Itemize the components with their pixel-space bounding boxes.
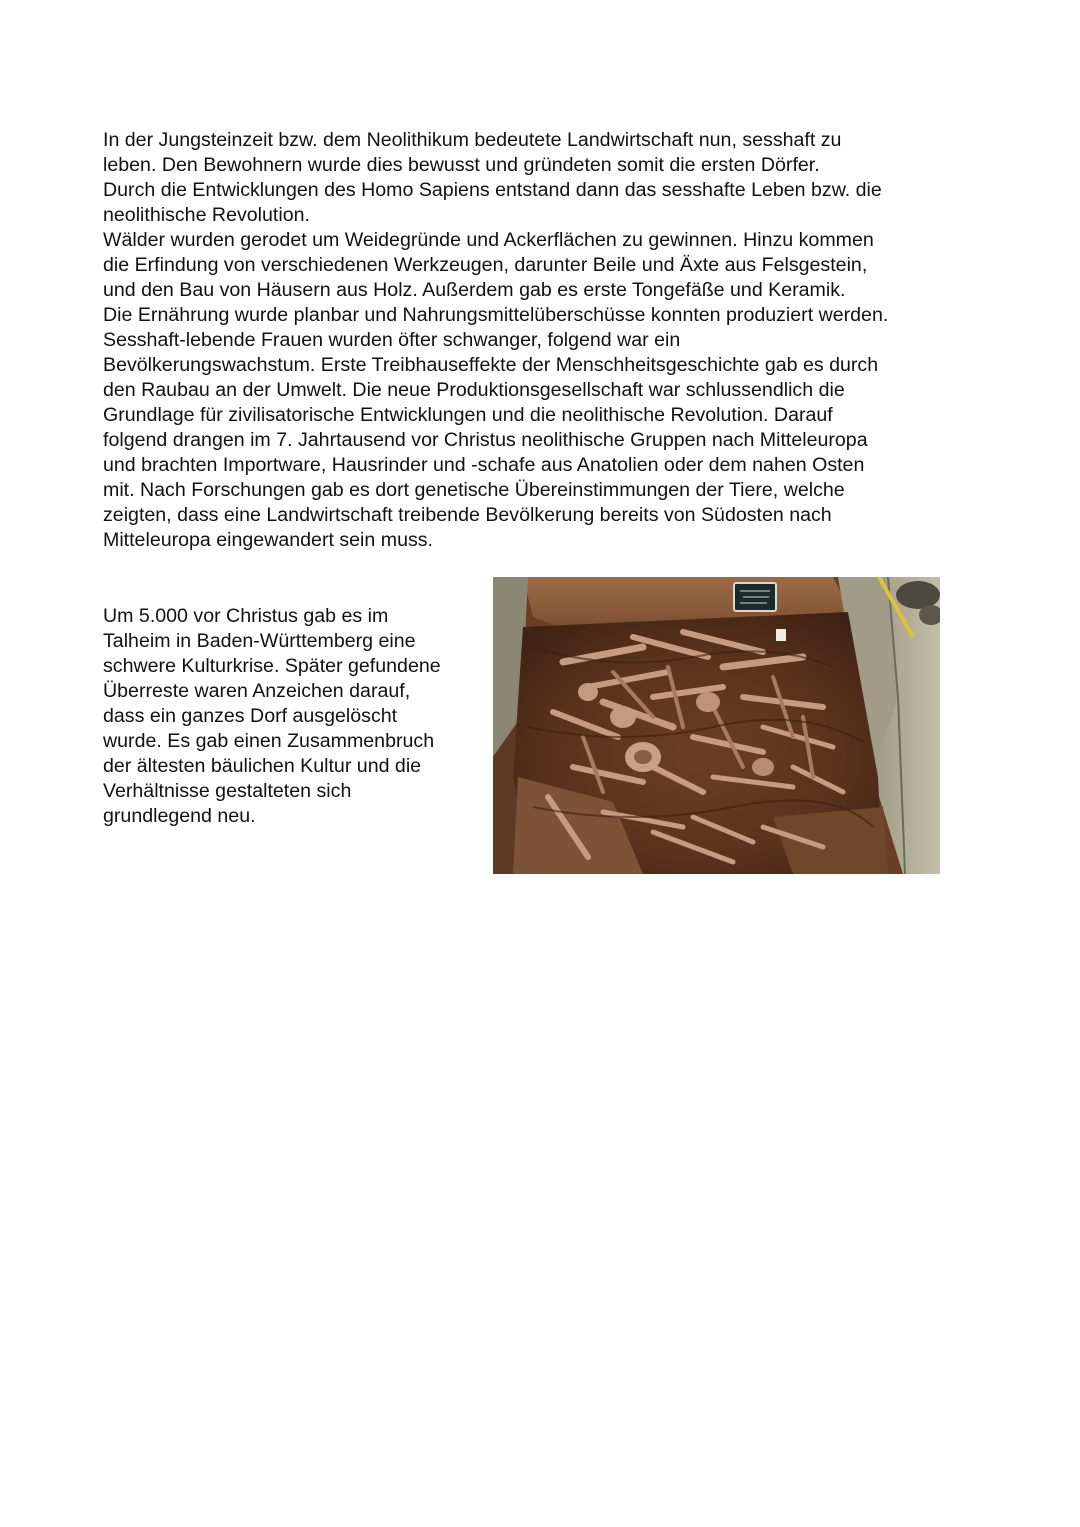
text-line: die Erfindung von verschiedenen Werkzeugen, darunter Beile und Äxte aus Felsgestein, bbox=[103, 254, 868, 276]
text-line: Überreste waren Anzeichen darauf, bbox=[103, 680, 411, 702]
text-line: zeigten, dass eine Landwirtschaft treibende Bevölkerung bereits von Südosten nach bbox=[103, 504, 832, 526]
text-line: neolithische Revolution. bbox=[103, 204, 310, 226]
text-line: grundlegend neu. bbox=[103, 805, 256, 827]
main-paragraph bbox=[103, 128, 988, 553]
text-line: Die Ernährung wurde planbar und Nahrungsmittelüberschüsse konnten produziert werden. bbox=[103, 304, 889, 326]
excavation-photo bbox=[493, 577, 940, 874]
text-line: und brachten Importware, Hausrinder und -schafe aus Anatolien oder dem nahen Osten bbox=[103, 454, 865, 476]
text-line: wurde. Es gab einen Zusammenbruch bbox=[103, 730, 435, 752]
text-line: und den Bau von Häusern aus Holz. Außerdem gab es erste Tongefäße und Keramik. bbox=[103, 279, 846, 301]
text-line: mit. Nach Forschungen gab es dort genetische Übereinstimmungen der Tiere, welche bbox=[103, 479, 845, 501]
text-line: Talheim in Baden-Württemberg eine bbox=[103, 630, 416, 652]
text-line: Mitteleuropa eingewandert sein muss. bbox=[103, 529, 434, 551]
text-line: den Raubau an der Umwelt. Die neue Produktionsgesellschaft war schlussendlich die bbox=[103, 379, 845, 401]
text-line: Sesshaft-lebende Frauen wurden öfter schwanger, folgend war ein bbox=[103, 329, 681, 351]
text-line: Wälder wurden gerodet um Weidegründe und Ackerflächen zu gewinnen. Hinzu kommen bbox=[103, 229, 874, 251]
text-line: leben. Den Bewohnern wurde dies bewusst und gründeten somit die ersten Dörfer. bbox=[103, 154, 820, 176]
text-line: Bevölkerungswachstum. Erste Treibhauseffekte der Menschheitsgeschichte gab es durch bbox=[103, 354, 879, 376]
text-line: Durch die Entwicklungen des Homo Sapiens entstand dann das sesshafte Leben bzw. die bbox=[103, 179, 882, 201]
text-line: dass ein ganzes Dorf ausgelöscht bbox=[103, 705, 398, 727]
text-line: schwere Kulturkrise. Später gefundene bbox=[103, 655, 441, 677]
text-line: der ältesten bäulichen Kultur und die bbox=[103, 755, 422, 777]
text-line: folgend drangen im 7. Jahrtausend vor Christus neolithische Gruppen nach Mitteleuropa bbox=[103, 429, 868, 451]
text-line: Grundlage für zivilisatorische Entwicklungen und die neolithische Revolution. Darauf bbox=[103, 404, 833, 426]
text-line: Um 5.000 vor Christus gab es im bbox=[103, 605, 389, 627]
side-paragraph bbox=[103, 604, 493, 829]
text-line: Verhältnisse gestalteten sich bbox=[103, 780, 352, 802]
text-line: In der Jungsteinzeit bzw. dem Neolithikum bedeutete Landwirtschaft nun, sesshaft zu bbox=[103, 129, 842, 151]
